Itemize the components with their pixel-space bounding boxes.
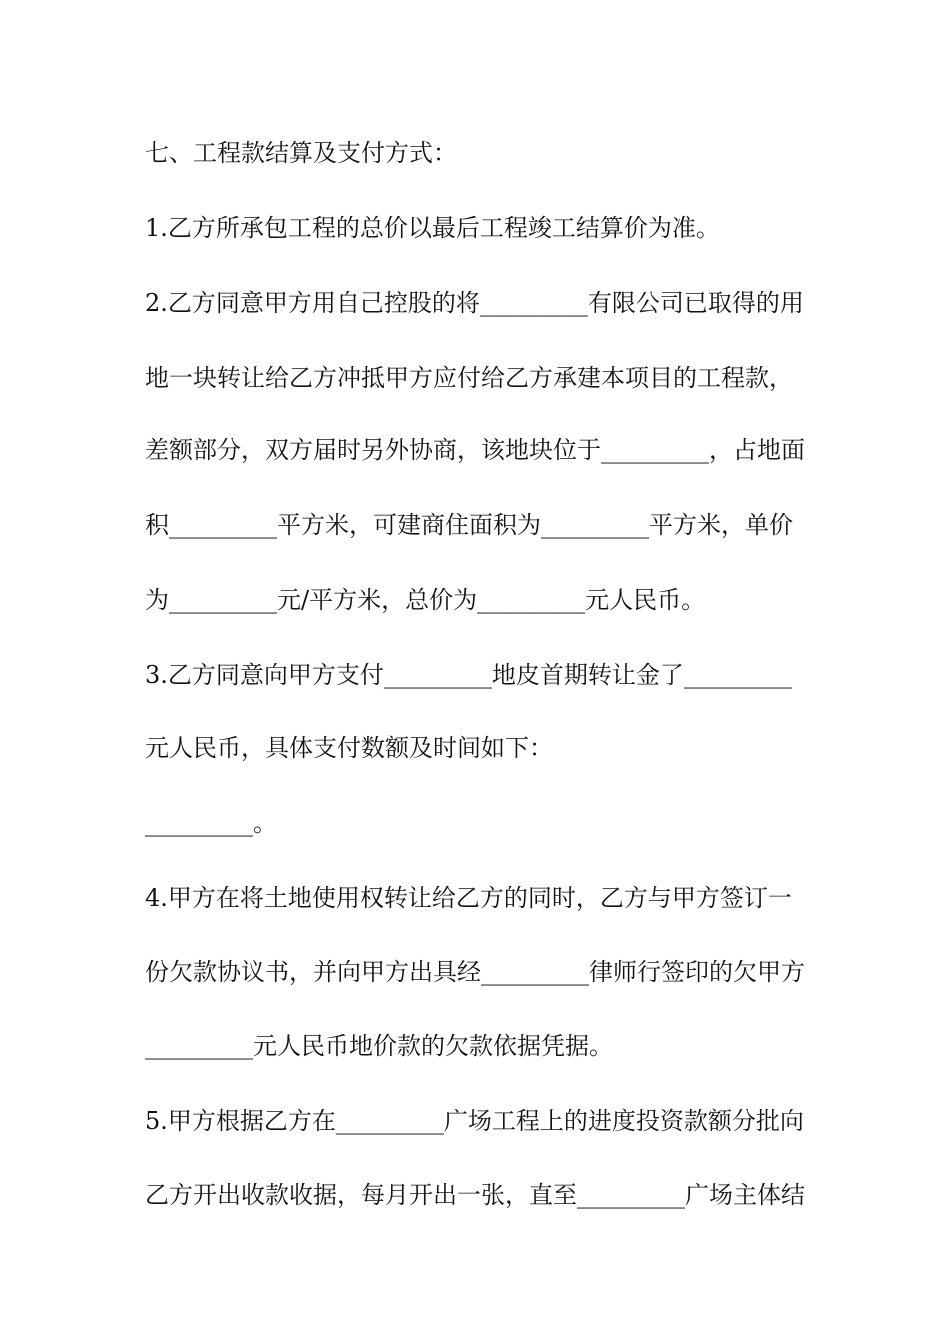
paragraph-line: 地一块转让给乙方冲抵甲方应付给乙方承建本项目的工程款， <box>145 364 793 392</box>
paragraph-line: 5.甲方根据乙方在_________广场工程上的进度投资款额分批向 <box>145 1107 804 1135</box>
section-heading: 七、工程款结算及支付方式： <box>145 139 457 167</box>
paragraph-line: 份欠款协议书，并向甲方出具经_________律师行签印的欠甲方 <box>145 958 805 986</box>
paragraph-line: 1.乙方所承包工程的总价以最后工程竣工结算价为准。 <box>145 214 720 242</box>
paragraph-line: 2.乙方同意甲方用自己控股的将_________有限公司已取得的用 <box>145 289 804 317</box>
paragraph-line: 为_________元/平方米，总价为_________元人民币。 <box>145 586 706 614</box>
paragraph-line: 4.甲方在将土地使用权转让给乙方的同时，乙方与甲方签订一 <box>145 884 792 912</box>
paragraph-line: _________。 <box>145 809 277 837</box>
paragraph-line: 3.乙方同意向甲方支付_________地皮首期转让金了_________ <box>145 661 792 689</box>
paragraph-line: 差额部分，双方届时另外协商，该地块位于_________，占地面 <box>145 436 805 464</box>
paragraph-line: 乙方开出收款收据，每月开出一张，直至_________广场主体结 <box>145 1181 805 1209</box>
paragraph-line: 元人民币，具体支付数额及时间如下： <box>145 734 553 762</box>
paragraph-line: _________元人民币地价款的欠款依据凭据。 <box>145 1032 613 1060</box>
paragraph-line: 积_________平方米，可建商住面积为_________平方米，单价 <box>145 511 793 539</box>
